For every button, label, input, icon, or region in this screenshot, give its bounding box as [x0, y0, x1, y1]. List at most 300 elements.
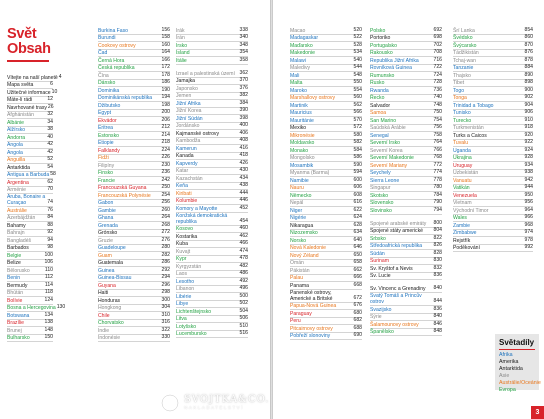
- entry-name: Finsko: [98, 170, 114, 176]
- entry-page: 12: [47, 96, 53, 102]
- entry-name: Kosovo: [176, 226, 193, 232]
- entry-name: Kanada: [176, 153, 194, 159]
- index-entry[interactable]: [290, 245, 362, 253]
- index-entry[interactable]: [453, 207, 533, 215]
- index-entry[interactable]: [7, 297, 53, 305]
- right-page: [273, 0, 544, 419]
- index-entry[interactable]: [290, 102, 362, 110]
- index-entry[interactable]: [370, 35, 442, 43]
- entry-page: 840: [433, 313, 442, 319]
- index-entry[interactable]: [290, 35, 362, 43]
- index-entry[interactable]: [176, 323, 248, 331]
- entry-name: Omán: [290, 260, 304, 266]
- entry-page: 938: [524, 169, 533, 175]
- index-entry[interactable]: [98, 27, 170, 35]
- index-entry[interactable]: [176, 130, 248, 138]
- index-entry[interactable]: [98, 132, 170, 140]
- entry-name: Tunisko: [453, 110, 471, 116]
- index-entry[interactable]: [370, 170, 442, 178]
- entry-name: Libye: [176, 301, 189, 307]
- index-entry[interactable]: [370, 293, 442, 306]
- entry-name: Vítejte na naší planetě: [7, 74, 58, 81]
- index-entry[interactable]: [98, 267, 170, 275]
- entry-page: 778: [433, 176, 442, 183]
- index-entry[interactable]: [370, 27, 442, 35]
- index-entry[interactable]: [290, 260, 362, 268]
- index-entry[interactable]: [453, 245, 533, 253]
- index-entry[interactable]: [290, 155, 362, 163]
- index-entry[interactable]: [290, 290, 362, 303]
- entry-name: Madagaskar: [290, 35, 319, 41]
- index-entry[interactable]: [290, 333, 362, 341]
- index-entry[interactable]: [370, 177, 442, 185]
- index-entry[interactable]: [98, 252, 170, 260]
- index-entry[interactable]: [176, 198, 248, 206]
- index-entry[interactable]: [98, 95, 170, 103]
- entry-name: Mongolsko: [290, 155, 315, 161]
- index-entry[interactable]: [370, 258, 442, 266]
- index-entry[interactable]: [370, 314, 442, 322]
- index-entry[interactable]: [290, 162, 362, 170]
- index-entry[interactable]: [370, 87, 442, 95]
- index-entry[interactable]: [98, 290, 170, 298]
- index-entry[interactable]: [176, 100, 248, 108]
- entry-page: 780: [433, 184, 442, 190]
- entry-page: 628: [353, 221, 362, 228]
- entry-page: 482: [239, 262, 248, 269]
- index-entry[interactable]: [453, 170, 533, 178]
- entry-page: 276: [161, 236, 170, 243]
- entry-page: 280: [161, 244, 170, 250]
- index-entry[interactable]: [453, 95, 533, 103]
- index-entry[interactable]: [98, 260, 170, 268]
- index-entry[interactable]: [370, 57, 442, 65]
- entry-name: Lucembursko: [176, 331, 207, 337]
- index-entry[interactable]: [453, 27, 533, 35]
- index-entry[interactable]: [370, 207, 442, 215]
- index-entry[interactable]: [176, 85, 248, 93]
- index-entry[interactable]: [176, 160, 248, 168]
- entry-name: Eritrea: [98, 125, 114, 131]
- index-entry[interactable]: [176, 233, 248, 241]
- index-entry[interactable]: [453, 147, 533, 155]
- index-entry[interactable]: [290, 177, 362, 185]
- index-entry[interactable]: [290, 192, 362, 200]
- index-entry[interactable]: [370, 265, 442, 273]
- index-entry[interactable]: [453, 230, 533, 238]
- index-entry[interactable]: [453, 162, 533, 170]
- entry-name: Severní Korea: [370, 147, 403, 154]
- index-entry[interactable]: [98, 117, 170, 125]
- index-entry[interactable]: [370, 235, 442, 243]
- index-entry[interactable]: [98, 162, 170, 170]
- index-entry[interactable]: [176, 175, 248, 183]
- index-entry[interactable]: [176, 263, 248, 271]
- index-entry[interactable]: [98, 275, 170, 283]
- index-entry[interactable]: [290, 110, 362, 118]
- entry-name: Kuvajt: [176, 248, 191, 255]
- index-entry[interactable]: [370, 273, 442, 281]
- index-entry[interactable]: [290, 222, 362, 230]
- index-entry[interactable]: [453, 65, 533, 73]
- index-entry[interactable]: [98, 200, 170, 208]
- index-entry[interactable]: [370, 80, 442, 88]
- entry-name: Vanuatu: [453, 177, 472, 184]
- entry-name: Rwanda: [370, 87, 389, 94]
- entry-page: 492: [239, 277, 248, 284]
- index-entry[interactable]: [176, 57, 248, 65]
- index-entry[interactable]: [453, 80, 533, 88]
- index-entry[interactable]: [98, 80, 170, 88]
- index-entry[interactable]: [98, 42, 170, 50]
- entry-name: Makedonie: [290, 50, 315, 56]
- index-entry[interactable]: [290, 230, 362, 238]
- index-entry[interactable]: [176, 331, 248, 339]
- legend-rule: [499, 349, 535, 350]
- index-entry[interactable]: [290, 72, 362, 80]
- index-entry[interactable]: [98, 87, 170, 95]
- entry-page: 256: [161, 199, 170, 205]
- index-entry[interactable]: [98, 192, 170, 200]
- index-entry[interactable]: [290, 50, 362, 58]
- index-entry[interactable]: [290, 185, 362, 193]
- index-entry[interactable]: [7, 73, 62, 82]
- index-entry[interactable]: [290, 237, 362, 245]
- entry-name: Lichtenštejnsko: [176, 308, 212, 315]
- entry-name: Indonésie: [98, 335, 121, 341]
- index-entry[interactable]: [453, 185, 533, 193]
- entry-name: Skotsko: [370, 192, 389, 199]
- index-entry[interactable]: [453, 140, 533, 148]
- entry-name: Albánie: [7, 119, 24, 126]
- entry-page: 690: [353, 332, 362, 338]
- index-entry[interactable]: [370, 147, 442, 155]
- index-entry[interactable]: [453, 102, 533, 110]
- index-entry[interactable]: [98, 245, 170, 253]
- index-entry[interactable]: [453, 155, 533, 163]
- index-entry[interactable]: [370, 117, 442, 125]
- index-entry[interactable]: [290, 125, 362, 133]
- index-entry[interactable]: [98, 177, 170, 185]
- index-entry[interactable]: [176, 168, 248, 176]
- index-entry[interactable]: [98, 297, 170, 305]
- index-entry[interactable]: [98, 102, 170, 110]
- index-entry[interactable]: [98, 147, 170, 155]
- index-entry[interactable]: [290, 147, 362, 155]
- entry-page: 250: [161, 184, 170, 190]
- entry-name: Grenada: [98, 222, 118, 229]
- index-entry[interactable]: [176, 50, 248, 58]
- index-entry[interactable]: [176, 42, 248, 50]
- index-entry[interactable]: [98, 305, 170, 313]
- index-entry[interactable]: [290, 310, 362, 318]
- index-entry[interactable]: [176, 183, 248, 191]
- entry-page: 968: [524, 221, 533, 228]
- index-entry[interactable]: [370, 200, 442, 208]
- entry-page: 398: [239, 114, 248, 121]
- index-entry[interactable]: [176, 256, 248, 264]
- index-entry[interactable]: [176, 78, 248, 86]
- index-entry[interactable]: [453, 117, 533, 125]
- index-entry[interactable]: [176, 226, 248, 234]
- index-entry[interactable]: [290, 140, 362, 148]
- index-entry[interactable]: [370, 215, 442, 228]
- index-entry[interactable]: [453, 192, 533, 200]
- index-entry[interactable]: [176, 153, 248, 161]
- entry-name: Maďarsko: [290, 42, 313, 49]
- index-entry[interactable]: [453, 215, 533, 223]
- entry-page: 680: [353, 309, 362, 316]
- entry-name: Ghana: [98, 215, 114, 221]
- index-entry[interactable]: [290, 252, 362, 260]
- entry-name: Francouzská Guyana: [98, 185, 147, 191]
- index-entry[interactable]: [370, 192, 442, 200]
- index-entry[interactable]: [176, 286, 248, 294]
- index-entry[interactable]: [176, 190, 248, 198]
- entry-name: Brunej: [7, 327, 22, 334]
- index-entry[interactable]: [7, 187, 53, 195]
- entry-name: Falklandy: [98, 147, 120, 154]
- index-entry[interactable]: [176, 278, 248, 286]
- index-entry[interactable]: [176, 93, 248, 101]
- index-entry[interactable]: [176, 27, 248, 35]
- index-entry[interactable]: [98, 207, 170, 215]
- entry-page: 748: [433, 101, 442, 108]
- index-entry[interactable]: [176, 65, 248, 78]
- index-entry[interactable]: [98, 320, 170, 328]
- index-entry[interactable]: [176, 205, 248, 213]
- index-entry[interactable]: [290, 215, 362, 223]
- index-entry[interactable]: [370, 125, 442, 133]
- index-entry[interactable]: [290, 267, 362, 275]
- index-entry[interactable]: [98, 282, 170, 290]
- index-entry[interactable]: [370, 95, 442, 103]
- index-entry[interactable]: [453, 200, 533, 208]
- entry-page: 264: [161, 214, 170, 220]
- entry-page: 832: [433, 264, 442, 271]
- entry-name: Vietnam: [453, 200, 472, 206]
- entry-page: 382: [239, 92, 248, 98]
- index-entry[interactable]: [7, 164, 53, 172]
- index-entry[interactable]: [98, 312, 170, 320]
- index-entry[interactable]: [370, 280, 442, 293]
- entry-page: 692: [433, 26, 442, 33]
- entry-name: Mali: [290, 72, 300, 79]
- entry-page: 724: [433, 71, 442, 78]
- index-entry[interactable]: [290, 117, 362, 125]
- entry-page: 594: [353, 169, 362, 175]
- index-entry[interactable]: [98, 222, 170, 230]
- entry-name: Chorvatsko: [98, 320, 124, 326]
- index-entry[interactable]: [370, 110, 442, 118]
- entry-page: 172: [161, 64, 170, 70]
- index-entry[interactable]: [290, 87, 362, 95]
- index-entry[interactable]: [176, 293, 248, 301]
- entry-name: Papua-Nová Guinea: [290, 303, 337, 309]
- index-entry[interactable]: [98, 57, 170, 65]
- index-entry[interactable]: [98, 125, 170, 133]
- entry-name: Trinidad a Tobago: [453, 102, 494, 109]
- index-entry[interactable]: [370, 321, 442, 329]
- index-entry[interactable]: [7, 335, 53, 343]
- index-entry[interactable]: [290, 325, 362, 333]
- index-entry[interactable]: [453, 57, 533, 65]
- entry-name: Belgie: [7, 252, 22, 259]
- entry-name: Řecko: [370, 95, 385, 101]
- index-entry[interactable]: [98, 140, 170, 148]
- index-entry[interactable]: [98, 230, 170, 238]
- index-entry[interactable]: [98, 65, 170, 73]
- index-entry[interactable]: [453, 35, 533, 43]
- index-entry[interactable]: [370, 102, 442, 110]
- index-entry[interactable]: [453, 42, 533, 50]
- index-entry[interactable]: [176, 248, 248, 256]
- index-entry[interactable]: [290, 65, 362, 73]
- entry-page: 218: [161, 139, 170, 145]
- entry-name: Portugalsko: [370, 42, 397, 49]
- index-entry[interactable]: [453, 132, 533, 140]
- entry-page: 226: [161, 154, 170, 160]
- entry-page: 836: [433, 305, 442, 312]
- index-entry[interactable]: [176, 115, 248, 123]
- index-entry[interactable]: [290, 275, 362, 283]
- entry-page: 928: [524, 154, 533, 160]
- index-entry[interactable]: [453, 237, 533, 245]
- index-entry[interactable]: [290, 95, 362, 103]
- index-entry[interactable]: [176, 108, 248, 116]
- index-entry[interactable]: [370, 140, 442, 148]
- entry-page: 282: [161, 251, 170, 258]
- entry-page: 190: [161, 86, 170, 93]
- index-column-1: [7, 73, 66, 342]
- index-entry[interactable]: [370, 243, 442, 251]
- index-entry[interactable]: [290, 57, 362, 65]
- entry-name: Německo: [290, 192, 312, 199]
- index-entry[interactable]: [453, 110, 533, 118]
- entry-name: Nová Kaledonie: [290, 245, 326, 251]
- index-entry[interactable]: [290, 132, 362, 140]
- index-entry[interactable]: [98, 237, 170, 245]
- entry-page: 640: [353, 236, 362, 243]
- index-entry[interactable]: [370, 185, 442, 193]
- index-entry[interactable]: [176, 213, 248, 226]
- index-entry[interactable]: [290, 207, 362, 215]
- legend-item: Antarktida: [499, 366, 523, 372]
- index-entry[interactable]: [290, 42, 362, 50]
- entry-page: 500: [239, 292, 248, 299]
- index-entry[interactable]: [7, 82, 53, 90]
- index-entry[interactable]: [290, 200, 362, 208]
- entry-page: 950: [524, 191, 533, 198]
- index-entry[interactable]: [370, 306, 442, 314]
- index-entry[interactable]: [370, 250, 442, 258]
- entry-page: 600: [353, 176, 362, 183]
- index-entry[interactable]: [290, 27, 362, 35]
- index-entry[interactable]: [98, 72, 170, 80]
- index-entry[interactable]: [98, 215, 170, 223]
- index-entry[interactable]: [453, 177, 533, 185]
- index-entry[interactable]: [370, 65, 442, 73]
- entry-name: Marshallovy ostrovy: [290, 95, 336, 101]
- index-entry[interactable]: [370, 329, 442, 337]
- index-entry[interactable]: [98, 110, 170, 118]
- entry-page: 624: [353, 214, 362, 220]
- index-entry[interactable]: [176, 271, 248, 279]
- index-entry[interactable]: [176, 145, 248, 153]
- index-entry[interactable]: [176, 301, 248, 309]
- index-entry[interactable]: [176, 138, 248, 146]
- index-entry[interactable]: [370, 132, 442, 140]
- index-entry[interactable]: [370, 228, 442, 236]
- entry-page: 418: [239, 152, 248, 158]
- entry-name: Komory a Mayotte: [176, 205, 218, 212]
- index-entry[interactable]: [453, 72, 533, 80]
- index-entry[interactable]: [370, 42, 442, 50]
- index-entry[interactable]: [290, 318, 362, 326]
- index-entry[interactable]: [453, 222, 533, 230]
- index-entry[interactable]: [176, 35, 248, 43]
- index-entry[interactable]: [98, 170, 170, 178]
- index-entry[interactable]: [176, 308, 248, 316]
- index-entry[interactable]: [290, 170, 362, 178]
- index-entry[interactable]: [370, 72, 442, 80]
- index-entry[interactable]: [453, 50, 533, 58]
- index-entry[interactable]: [176, 241, 248, 249]
- entry-name: Francouzská Polynésie: [98, 192, 151, 199]
- entry-name: Navrhované trasy: [7, 104, 47, 111]
- page-number: 3: [531, 406, 544, 419]
- title-line-1: Svět: [7, 26, 37, 42]
- index-entry[interactable]: [98, 327, 170, 335]
- index-entry[interactable]: [7, 194, 53, 207]
- entry-name: Indie: [98, 327, 110, 334]
- entry-name: Ázerbájdžán: [7, 215, 36, 221]
- index-entry[interactable]: [98, 50, 170, 58]
- index-entry[interactable]: [370, 162, 442, 170]
- index-entry[interactable]: [98, 155, 170, 163]
- entry-page: 974: [524, 229, 533, 235]
- entry-name: Lesotho: [176, 278, 195, 285]
- entry-page: 666: [353, 274, 362, 280]
- entry-name: Čad: [98, 50, 108, 56]
- legend-item: Asie: [499, 373, 510, 379]
- index-entry[interactable]: [290, 303, 362, 311]
- entry-page: 92: [47, 229, 53, 235]
- entry-page: 668: [353, 281, 362, 288]
- entry-name: Černá Hora: [98, 57, 125, 64]
- index-entry[interactable]: [370, 50, 442, 58]
- index-entry[interactable]: [176, 123, 248, 131]
- index-entry[interactable]: [453, 87, 533, 95]
- entry-name: Uzbekistán: [453, 170, 479, 176]
- index-entry[interactable]: [176, 316, 248, 324]
- index-entry[interactable]: [290, 282, 362, 290]
- index-entry[interactable]: [290, 80, 362, 88]
- entry-page: 76: [47, 206, 53, 213]
- entry-name: Aruba, Bonaire a Curaçao: [7, 194, 46, 206]
- entry-name: Anguilla: [7, 157, 26, 163]
- entry-page: 870: [524, 41, 533, 48]
- entry-name: Kyrgyzstán: [176, 263, 202, 270]
- index-entry[interactable]: [98, 185, 170, 193]
- entry-name: Laos: [176, 271, 188, 277]
- index-entry[interactable]: [98, 335, 170, 343]
- entry-page: 94: [47, 236, 53, 243]
- index-entry[interactable]: [370, 155, 442, 163]
- entry-name: Jižní Afrika: [176, 100, 201, 107]
- index-entry[interactable]: [453, 125, 533, 133]
- index-entry[interactable]: [98, 35, 170, 43]
